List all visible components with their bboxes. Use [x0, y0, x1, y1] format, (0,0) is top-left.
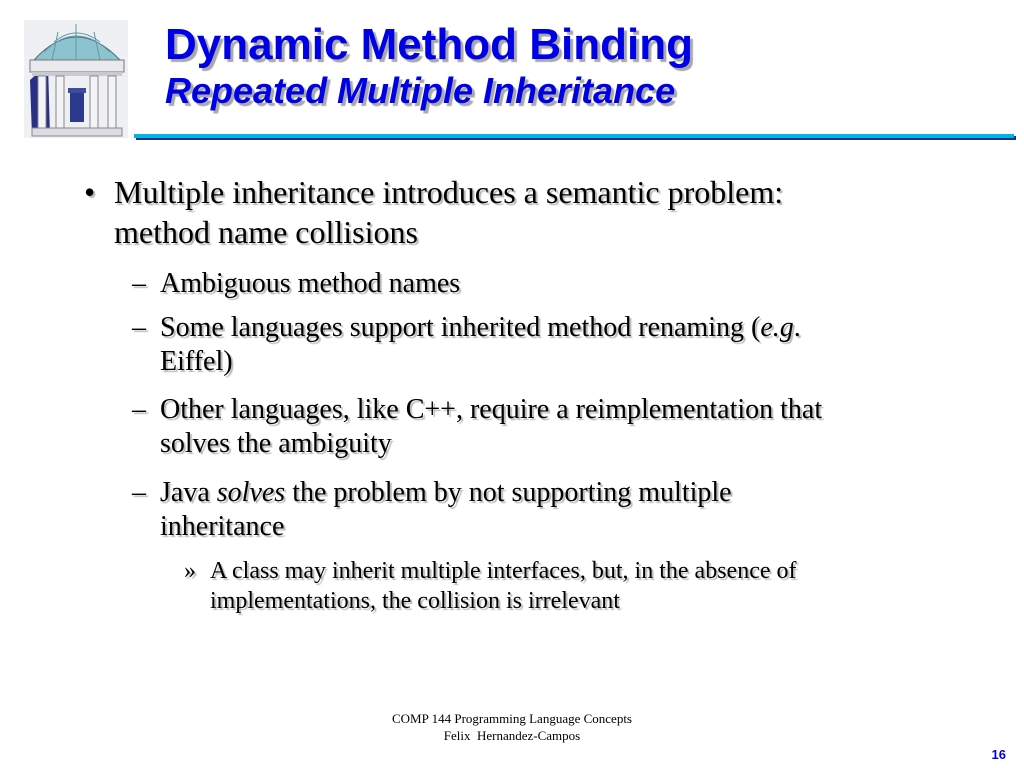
dash-marker: –: [132, 477, 146, 508]
footer-course: COMP 144 Programming Language Concepts: [392, 711, 632, 726]
sub-bullet-4: [132, 476, 732, 544]
sub-bullet-3-line-2: solves the ambiguity: [160, 428, 392, 459]
dash-marker: –: [132, 312, 146, 343]
sub-bullet-4-emphasis: solves: [216, 477, 286, 508]
sub-bullet-4-text-a: Java: [160, 477, 217, 508]
sub-bullet-2: [132, 311, 801, 379]
slide-subtitle: Repeated Multiple Inheritance: [165, 70, 676, 111]
bullet-marker: •: [84, 174, 96, 210]
dash-marker: –: [132, 268, 146, 299]
bullet-1: [84, 172, 783, 252]
bullet-1-line-1: Multiple inheritance introduces a semantic problem:: [114, 174, 784, 210]
slide-title: Dynamic Method Binding: [165, 20, 693, 69]
slide-footer: [312, 710, 712, 744]
page-number: 16: [991, 747, 1006, 762]
sub-sub-bullet-1-line-1: A class may inherit multiple interfaces, but, in the absence of: [210, 558, 797, 584]
sub-bullet-4-line-1: [160, 476, 732, 510]
chevron-marker: »: [184, 558, 196, 584]
sub-bullet-4-text-b: the problem by not supporting multiple: [285, 477, 732, 508]
sub-bullet-1-text: Ambiguous method names: [160, 268, 461, 299]
sub-sub-bullet-1-line-2: implementations, the collision is irrelevant: [210, 588, 620, 614]
title-block: [165, 20, 693, 112]
sub-bullet-2-text-b: .: [793, 312, 801, 343]
sub-bullet-1: [132, 267, 460, 301]
sub-bullet-2-text-a: Some languages support inherited method renaming (: [160, 312, 761, 343]
sub-sub-bullet-1: [184, 556, 797, 616]
dash-marker: –: [132, 394, 146, 425]
sub-bullet-3-line-1: Other languages, like C++, require a reimplementation that: [160, 394, 823, 425]
title-divider: [134, 134, 1014, 138]
footer-author: Felix Hernandez-Campos: [443, 728, 581, 743]
sub-bullet-2-line-1: [160, 311, 801, 345]
sub-bullet-3: [132, 393, 822, 461]
sub-bullet-2-emphasis: e.g: [760, 312, 794, 343]
old-well-logo: [20, 18, 132, 140]
bullet-1-line-2: method name collisions: [114, 214, 418, 250]
sub-bullet-4-line-2: inheritance: [160, 511, 285, 542]
sub-bullet-2-line-2: Eiffel): [160, 346, 233, 377]
